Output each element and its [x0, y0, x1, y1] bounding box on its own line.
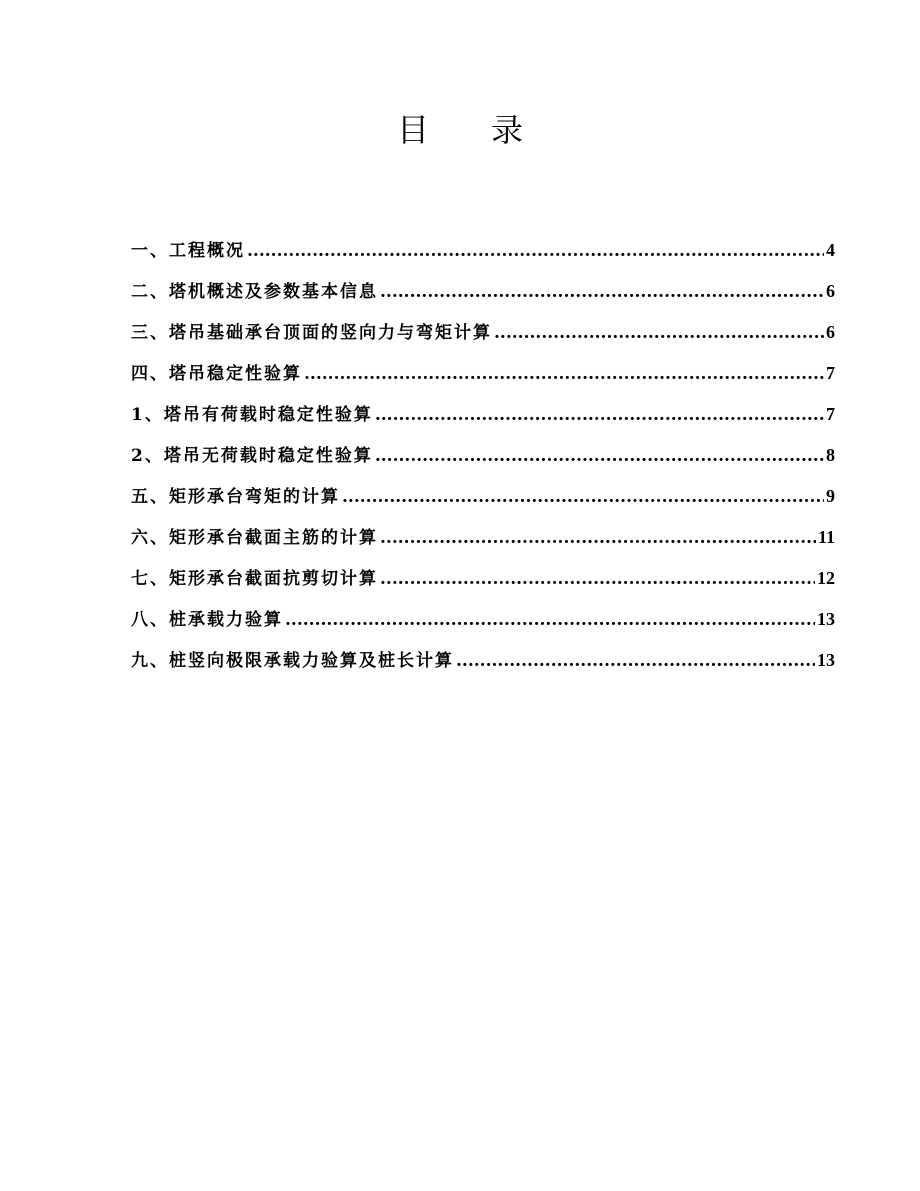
toc-entry-10[interactable]: [131, 599, 835, 640]
toc-dot-leader: [456, 641, 815, 682]
toc-entry-label: 六、矩形承台截面主筋的计算: [131, 528, 378, 548]
toc-entry-8[interactable]: [131, 517, 835, 558]
toc-page-number: 13: [817, 609, 835, 629]
toc-dot-leader: [380, 559, 815, 600]
toc-dot-leader: [342, 477, 824, 518]
toc-dot-leader: [247, 231, 824, 272]
table-of-contents: [131, 230, 835, 681]
toc-entry-label: 二、塔机概述及参数基本信息: [131, 282, 378, 302]
toc-entry-2[interactable]: [131, 271, 835, 312]
toc-entry-1[interactable]: [131, 230, 835, 271]
toc-entry-9[interactable]: [131, 558, 835, 599]
toc-entry-label: 一、工程概况: [131, 241, 245, 261]
toc-page-number: 6: [826, 322, 835, 342]
toc-entry-4[interactable]: [131, 353, 835, 394]
toc-entry-label: 九、桩竖向极限承载力验算及桩长计算: [131, 651, 454, 671]
toc-entry-6[interactable]: [131, 435, 835, 476]
toc-dot-leader: [380, 518, 816, 559]
toc-page-number: 13: [817, 650, 835, 670]
toc-entry-7[interactable]: [131, 476, 835, 517]
toc-dot-leader: [494, 313, 824, 354]
toc-page-number: 12: [817, 568, 835, 588]
toc-page-number: 9: [826, 486, 835, 506]
toc-entry-5[interactable]: [131, 394, 835, 435]
toc-entry-11[interactable]: [131, 640, 835, 681]
toc-page-number: 8: [826, 445, 835, 465]
toc-entry-label: 四、塔吊稳定性验算: [131, 364, 302, 384]
toc-page-number: 4: [826, 240, 835, 260]
toc-dot-leader: [304, 354, 824, 395]
toc-dot-leader: [285, 600, 815, 641]
toc-dot-leader: [375, 436, 824, 477]
page-title: 目录: [396, 111, 585, 149]
toc-entry-3[interactable]: [131, 312, 835, 353]
toc-entry-label: 三、塔吊基础承台顶面的竖向力与弯矩计算: [131, 323, 492, 343]
toc-entry-label: 八、桩承载力验算: [131, 610, 283, 630]
toc-dot-leader: [380, 272, 824, 313]
toc-page-number: 6: [826, 281, 835, 301]
toc-page-number: 11: [817, 527, 835, 547]
toc-page-number: 7: [826, 363, 835, 383]
toc-entry-label: 五、矩形承台弯矩的计算: [131, 487, 340, 507]
toc-dot-leader: [375, 395, 824, 436]
toc-page-number: 7: [826, 404, 835, 424]
toc-entry-label: 2、塔吊无荷载时稳定性验算: [131, 446, 373, 466]
toc-entry-label: 七、矩形承台截面抗剪切计算: [131, 569, 378, 589]
toc-entry-label: 1、塔吊有荷载时稳定性验算: [131, 405, 373, 425]
